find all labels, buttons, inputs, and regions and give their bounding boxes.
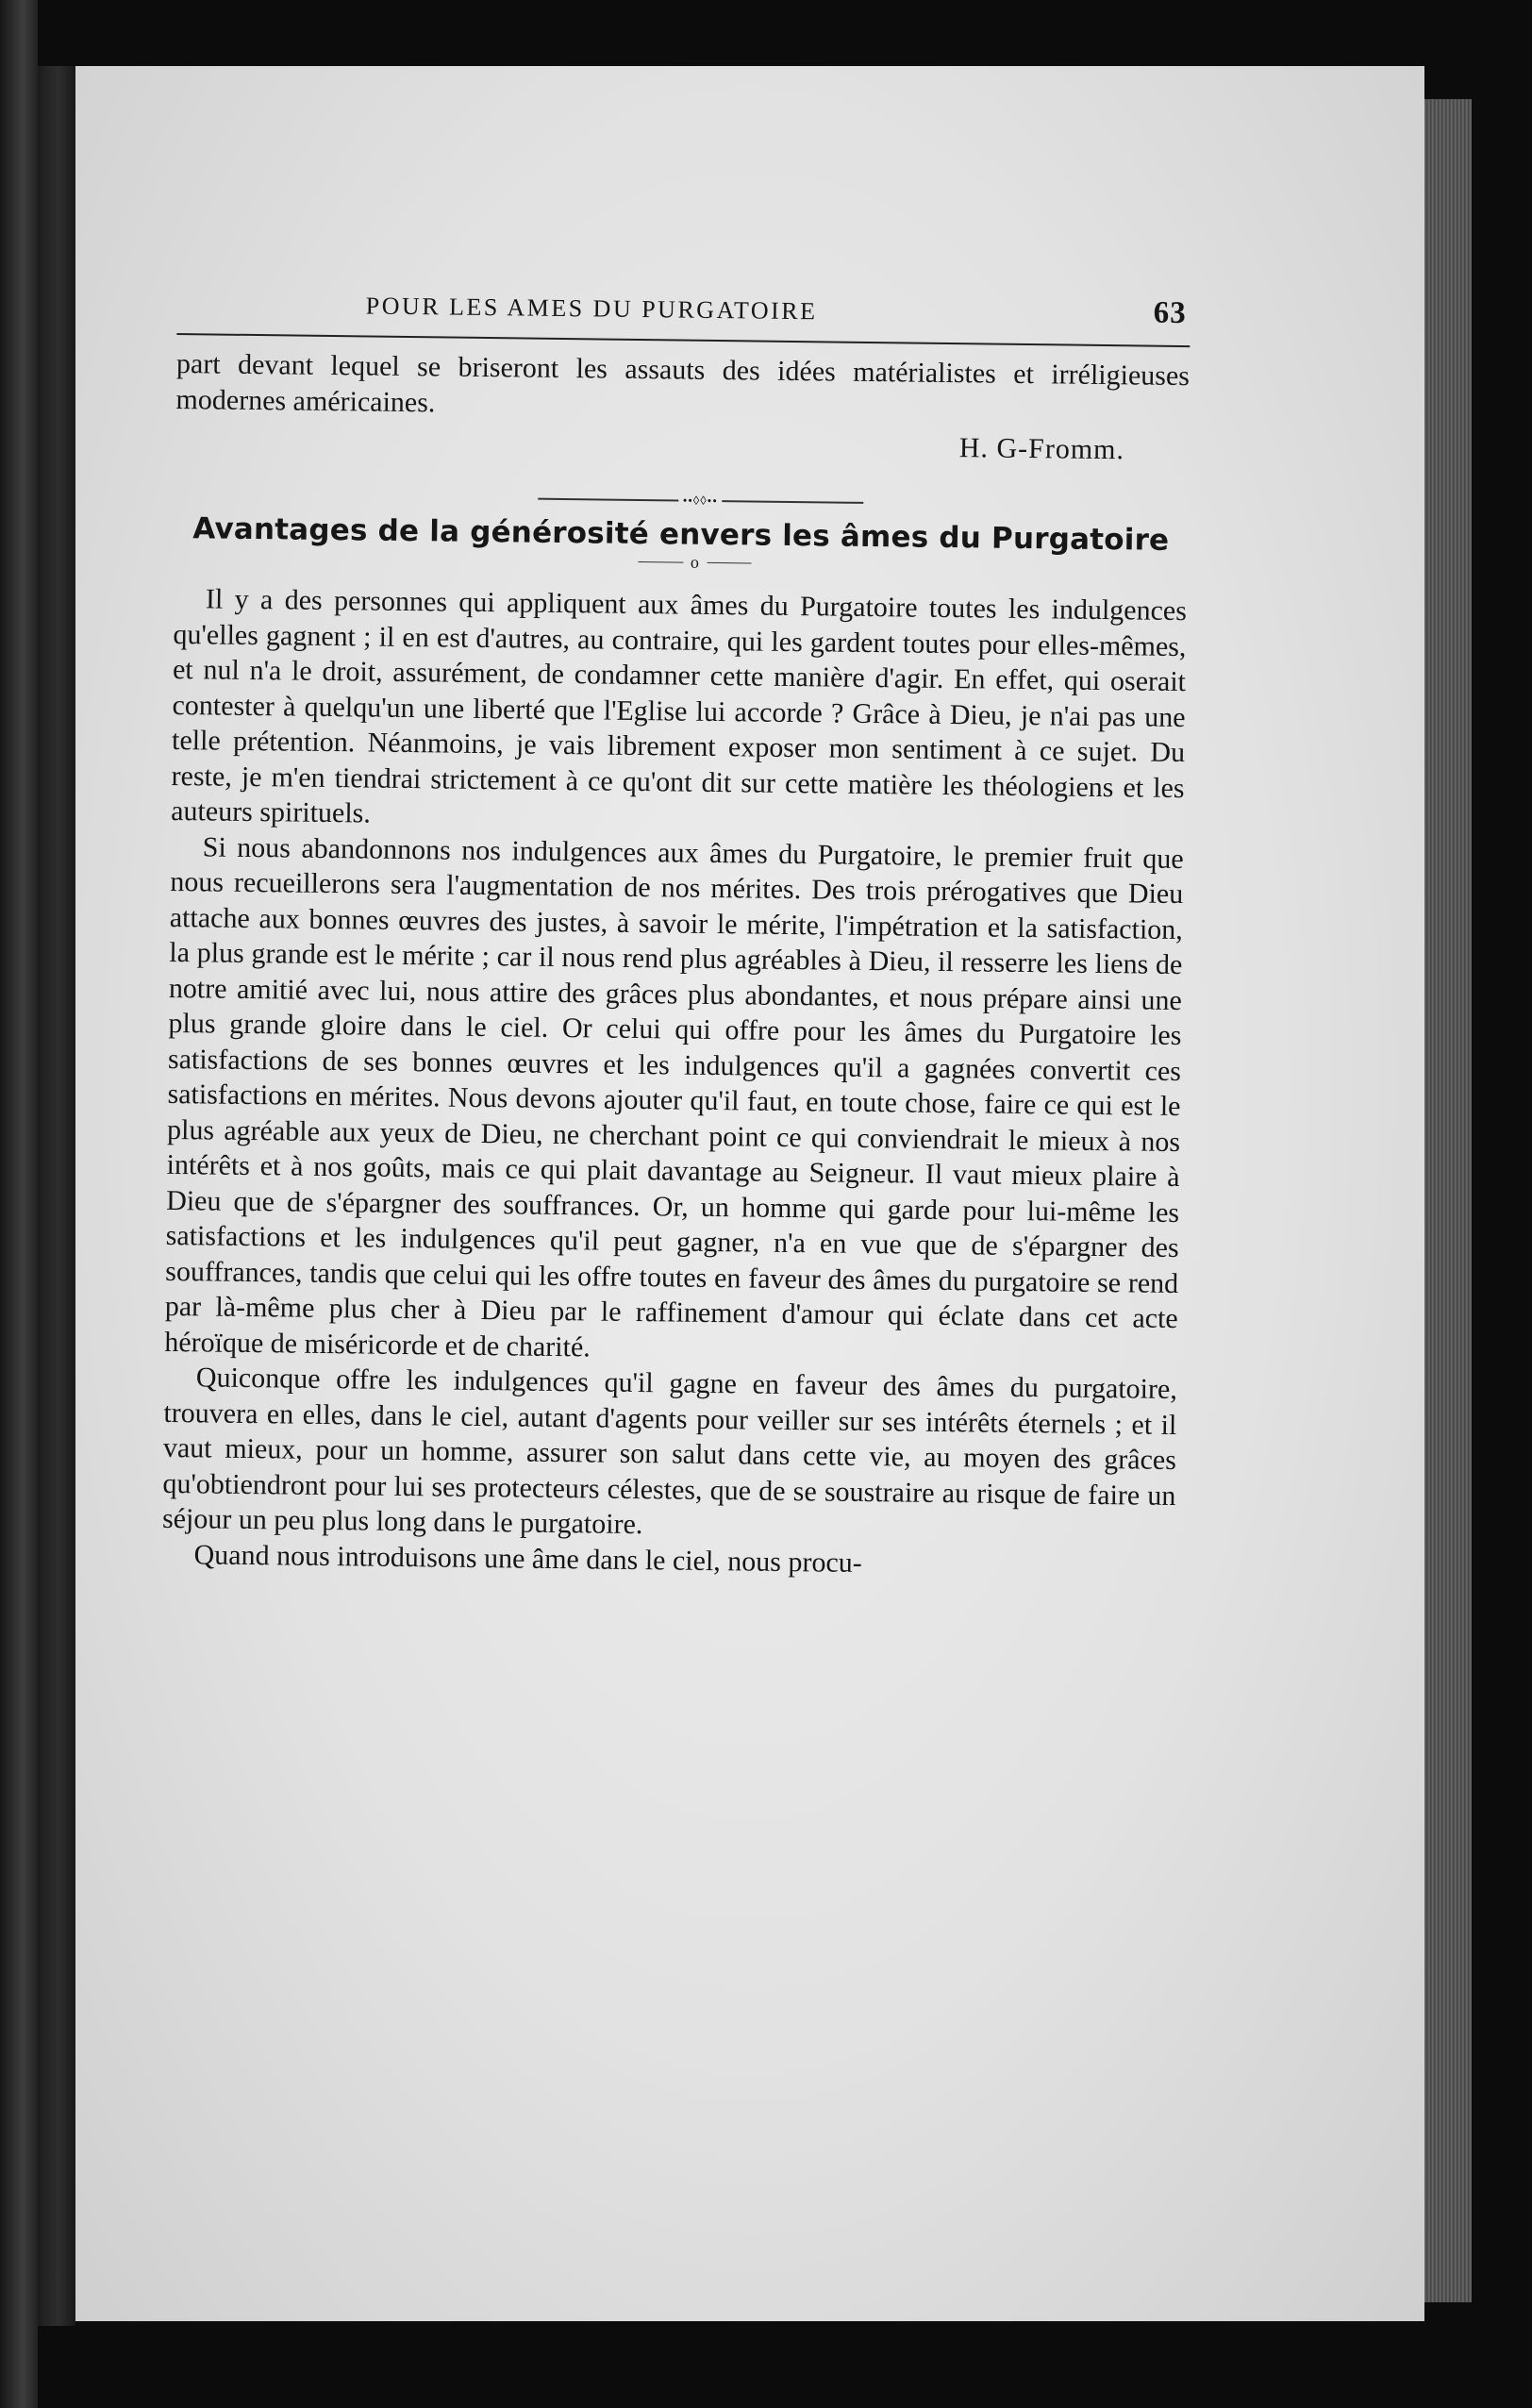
paragraph-3: Quiconque offre les indulgences qu'il gagne en faveur des âmes du purgatoire, trouvera en elles, dans le ciel, autant d'agents pour veiller sur ses intérêts éternels ; et il vaut mieux, pour un homme, assurer son salut dans cette vie, au moyen des grâces qu'obtiendront pour lui ses protecteurs célestes, que de se soustraire au risque de faire un séjour un peu plus long dans le purgatoire. bbox=[161, 1362, 1178, 1541]
title-separator bbox=[609, 553, 751, 572]
paper-page bbox=[75, 66, 1424, 2321]
paragraph-2: Si nous abandonnons nos indulgences aux âmes du Purgatoire, le premier fruit que nous recueillerons sera l'augmentation de nos mérites. Des trois prérogatives que Dieu attache aux bonnes œuvres des justes, à savoir le mérite, l'impétration et la satisfaction, la plus grande est le mérite ; car il nous rend plus agréables à Dieu, il resserre les liens de notre amitié avec lui, nous attire des grâces plus abondantes, et nous prépare ainsi une plus grande gloire dans le ciel. Or celui qui offre pour les âmes du Purgatoire les satisfactions de ses bonnes œuvres et les indulgences qu'il a gagnées convertit ces satisfactions en mérites. Nous devons ajouter qu'il faut, en toute chose, faire ce qui est le plus agréable aux yeux de Dieu, ne cherchant point ce qui conviendrait le mieux à nos intérêts et à nos goûts, mais ce qui plait davantage au Seigneur. Il vaut mieux plaire à Dieu que de s'épargner des souffrances. Or, un homme qui garde pour lui-même les satisfactions et les indulgences qu'il peut gagner, n'a en vue que de s'épargner des souffrances, tandis que celui qui les offre toutes en faveur des âmes du purgatoire se rend par là-même plus cher à Dieu par le raffinement d'amour qui éclate dans cet acte héroïque de miséricorde et de charité. bbox=[164, 830, 1184, 1363]
section-separator bbox=[500, 491, 863, 510]
book-gutter bbox=[38, 66, 75, 2326]
previous-article-closing-text: part devant lequel se briseront les assauts des idées matérialistes et irréligieuses modernes américaines. bbox=[175, 347, 1191, 418]
page-number: 63 bbox=[1153, 295, 1187, 331]
separator-ornament: ••◊◊•• bbox=[682, 493, 718, 509]
article-title: Avantages de la générosité envers les âmes du Purgatoire bbox=[192, 511, 1170, 558]
paragraph-1: Il y a des personnes qui appliquent aux âmes du Purgatoire toutes les indulgences qu'elles gagnent ; il en est d'autres, au contraire, qui les gardent toutes pour elles-mêmes, et nul n'a le droit, assurément, de condamner cette manière d'agir. En effet, qui oserait contester à quelqu'un une liberté que l'Eglise lui accorde ? Grâce à Dieu, je n'ai pas une telle prétention. Néanmoins, je vais librement exposer mon sentiment à ce sujet. Du reste, je m'en tiendrai strictement à ce qu'ont dit sur cette matière les théologiens et les auteurs spirituels. bbox=[171, 583, 1188, 829]
separator-rule-left bbox=[538, 498, 679, 502]
paragraph-4: Quand nous introduisons une âme dans le ciel, nous procu- bbox=[193, 1538, 862, 1579]
separator-rule-right bbox=[722, 500, 863, 504]
text-block bbox=[161, 288, 1191, 1584]
title-separator-ornament: o bbox=[690, 552, 700, 572]
title-separator-rule-right bbox=[707, 561, 752, 563]
running-title: POUR LES AMES DU PURGATOIRE bbox=[365, 292, 818, 326]
title-separator-rule-left bbox=[638, 560, 683, 562]
page-stack-edge bbox=[1420, 99, 1472, 2302]
left-page-edge bbox=[0, 0, 38, 2408]
author-signature: H. G-Fromm. bbox=[958, 432, 1125, 466]
